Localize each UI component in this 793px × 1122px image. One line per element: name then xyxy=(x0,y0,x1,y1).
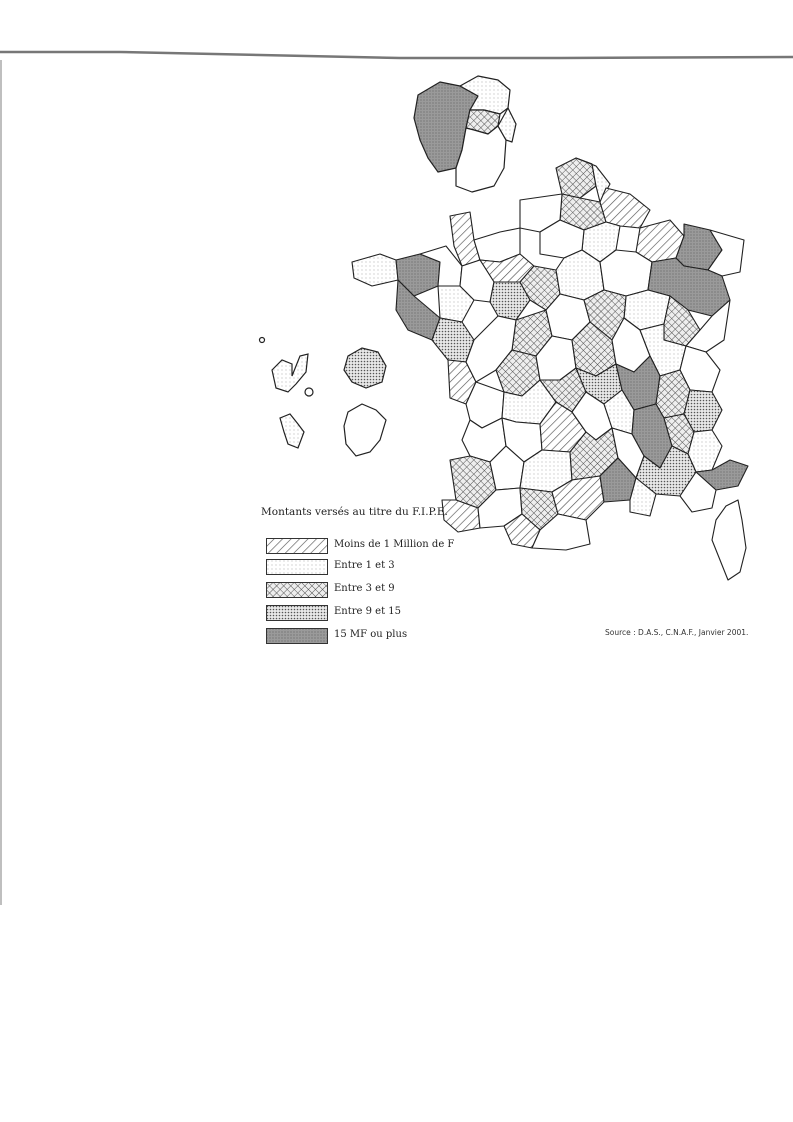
reunion xyxy=(344,348,386,388)
spm-island xyxy=(260,338,265,343)
legend-title: Montants versés au titre du F.I.P.E. xyxy=(261,506,448,518)
legend-label: Entre 1 et 3 xyxy=(334,560,395,571)
guadeloupe xyxy=(272,354,308,392)
paris-inset xyxy=(414,76,516,192)
fine-dots-pattern-swatch xyxy=(266,559,328,575)
small-island xyxy=(305,388,313,396)
dense-dots-pattern-swatch xyxy=(266,605,328,621)
guyane xyxy=(344,404,386,456)
top-scan-line xyxy=(0,52,793,58)
legend-label: 15 MF ou plus xyxy=(334,629,408,640)
overseas-departments xyxy=(260,338,387,457)
crosshatch-pattern-swatch xyxy=(266,582,328,598)
legend-label: Moins de 1 Million de F xyxy=(334,539,455,550)
diagonal-pattern-swatch xyxy=(266,538,328,554)
martinique xyxy=(280,414,304,448)
source-note: Source : D.A.S., C.N.A.F., Janvier 2001. xyxy=(605,628,749,637)
legend-label: Entre 3 et 9 xyxy=(334,583,395,594)
dark-gray-pattern-swatch xyxy=(266,628,328,644)
legend-label: Entre 9 et 15 xyxy=(334,606,402,617)
